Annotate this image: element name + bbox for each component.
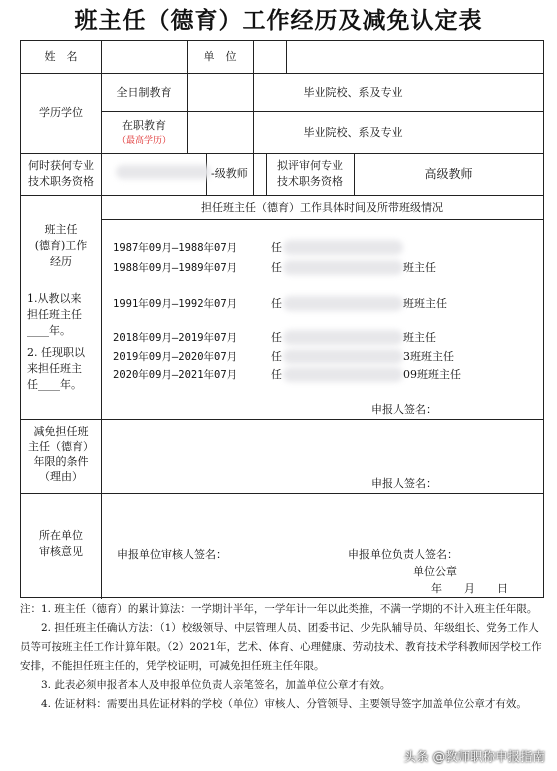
name-label: 姓 名 [44, 50, 78, 63]
history-class: 班班主任 [403, 297, 447, 310]
history-label-1: 班主任 [44, 223, 78, 236]
reduce-label-4: （理由） [39, 470, 83, 483]
redacted-block [283, 330, 403, 345]
history-class: 班主任 [403, 331, 436, 344]
unit-label: 单 位 [203, 50, 237, 63]
target-title-label-1: 拟评审何专业 [277, 159, 343, 172]
applicant-sign-2: 申报人签名： [371, 477, 437, 490]
redacted-block [283, 349, 403, 364]
redacted-block [283, 260, 403, 275]
history-suffix: 任 [271, 350, 282, 363]
history-suffix: 任 [271, 241, 282, 254]
history-label-2: (德育)工作 [34, 239, 88, 252]
history-period: 2020年09月—2021年07月 [113, 369, 238, 381]
history-class: 3班班主任 [403, 350, 454, 363]
redacted-block [283, 240, 403, 255]
note-1: 注：1. 班主任（德育）的累计算法：一学期计半年，一学年计一年以此类推，不满一学期的不计入班主任年限。 [20, 603, 538, 615]
reduce-label-1: 减免担任班 [33, 425, 89, 438]
note-3: 3. 此表必须申报者本人及申报单位负责人亲笔签名，加盖单位公章才有效。 [41, 679, 391, 691]
unit-head-sign: 申报单位负责人签名： [348, 548, 458, 561]
note-2: 2. 担任班主任确认方法：（1）校级领导、中层管理人员、团委书记、少先队辅导员、年级组长、党务工作人员等可按班主任工作计算年限。（2）2021年，艺术、体育、心理健康、劳动技术、教育技术学科教师因学校工作安排，不能担任班主任的，凭学校证明，可减免担任班主任年限。 [20, 622, 542, 672]
history-period: 2019年09月—2020年07月 [113, 351, 238, 363]
history-period: 1988年09月—1989年07月 [113, 262, 238, 274]
history-suffix: 任 [271, 368, 282, 381]
history-suffix: 任 [271, 261, 282, 274]
fulltime-label: 全日制教育 [116, 86, 172, 99]
history-count-2b: 来担任班主 [27, 362, 82, 375]
target-title-value: 高级教师 [424, 167, 473, 181]
unit-seal: 单位公章 [413, 565, 457, 578]
current-title-value: -级教师 [211, 167, 248, 180]
redacted-block [116, 165, 211, 179]
history-count-1a: 1.从教以来 [27, 292, 82, 305]
current-title-label-2: 技术职务资格 [28, 175, 94, 188]
redacted-block [283, 367, 403, 382]
history-suffix: 任 [271, 297, 282, 310]
reduce-label-3: 年限的条件 [33, 455, 89, 468]
history-class: 09班班主任 [403, 368, 461, 381]
unit-field[interactable] [291, 50, 539, 64]
date-label: 年 月 日 [431, 582, 508, 595]
current-title-label-1: 何时获何专业 [28, 159, 94, 172]
history-period: 1991年09月—1992年07月 [113, 298, 238, 310]
target-title-label-2: 技术职务资格 [277, 175, 343, 188]
form-table [20, 40, 544, 598]
history-suffix: 任 [271, 331, 282, 344]
review-label-1: 所在单位 [39, 529, 83, 542]
school-label-inservice: 毕业院校、系及专业 [303, 126, 403, 139]
history-count-2c: 任____年。 [27, 378, 82, 391]
inservice-note: （最高学历） [116, 136, 171, 146]
unit-reviewer-sign: 申报单位审核人签名： [117, 548, 227, 561]
form-title: 班主任（德育）工作经历及减免认定表 [74, 8, 483, 34]
notes [20, 600, 547, 714]
education-label: 学历学位 [39, 106, 83, 119]
watermark: 头条 @教师职称申报指南 [403, 749, 545, 764]
history-count-1c: ____年。 [27, 324, 71, 337]
history-period: 1987年09月—1988年07月 [113, 242, 238, 254]
name-field[interactable] [106, 50, 184, 64]
school-label-fulltime: 毕业院校、系及专业 [303, 86, 403, 99]
history-count-2a: 2. 任现职以 [27, 346, 85, 359]
history-class: 班主任 [403, 261, 436, 274]
history-label-3: 经历 [50, 255, 72, 268]
inservice-label: 在职教育 [122, 119, 166, 132]
applicant-sign-1: 申报人签名： [371, 403, 437, 416]
history-period: 2018年09月—2019年07月 [113, 332, 238, 344]
review-label-2: 审核意见 [39, 545, 83, 558]
redacted-block [283, 296, 403, 311]
reduce-label-2: 主任（德育） [28, 440, 94, 453]
note-4: 4. 佐证材料：需要出具佐证材料的学校（单位）审核人、分管领导、主要领导签字加盖单位公章才有效。 [41, 698, 527, 710]
history-header: 担任班主任（德育）工作具体时间及所带班级情况 [201, 201, 443, 214]
history-count-1b: 担任班主任 [27, 308, 82, 321]
